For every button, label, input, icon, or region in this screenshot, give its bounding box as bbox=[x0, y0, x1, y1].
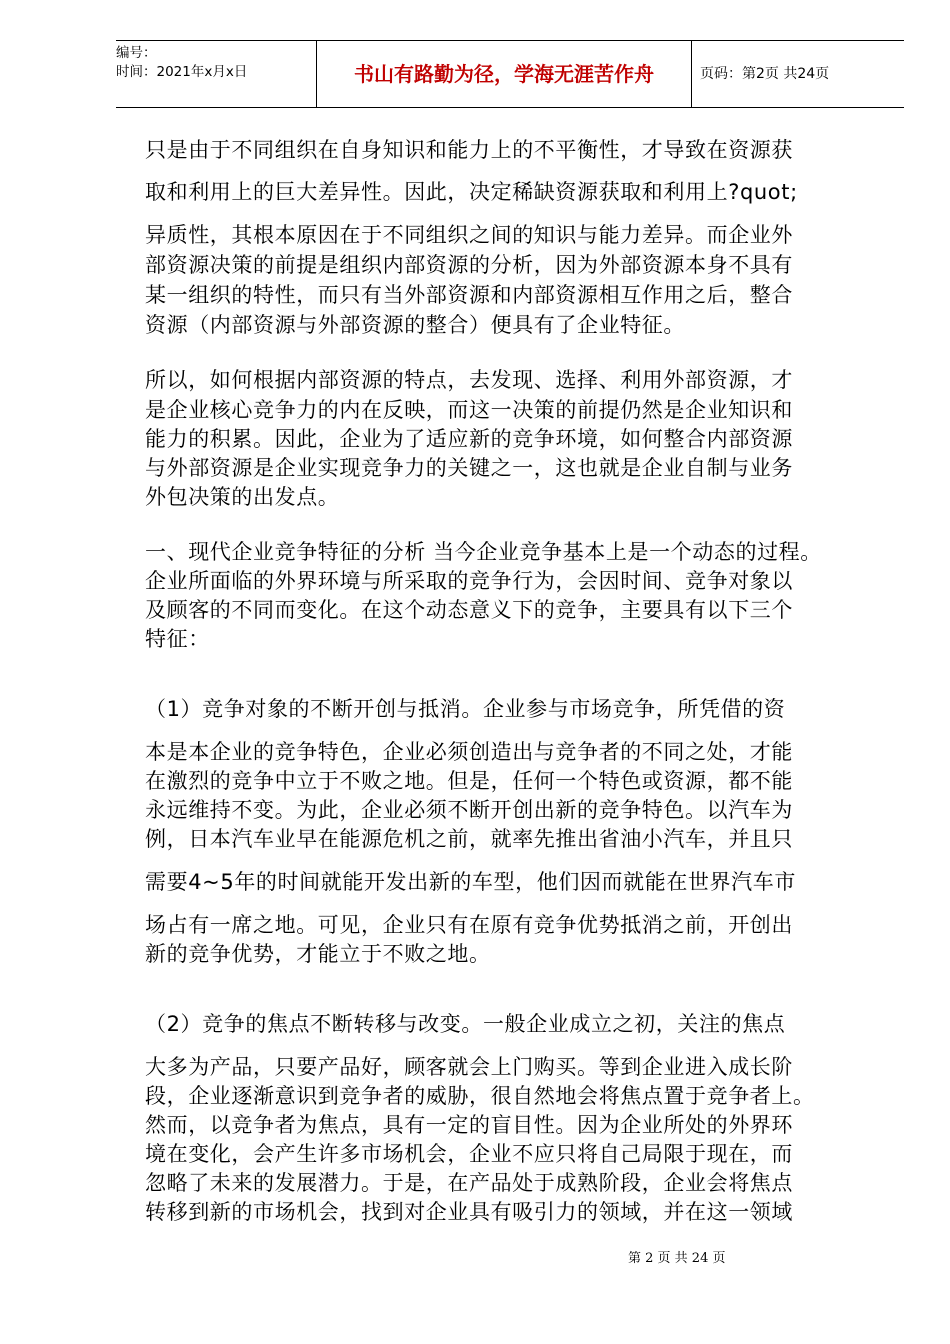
body-line: （1）竞争对象的不断开创与抵消。企业参与市场竞争，所凭借的资 bbox=[145, 697, 786, 721]
header-motto: 书山有路勤为径，学海无涯苦作舟 bbox=[316, 41, 692, 107]
body-line: 新的竞争优势，才能立于不败之地。 bbox=[145, 942, 491, 966]
body-line: 某一组织的特性，而只有当外部资源和内部资源相互作用之后，整合 bbox=[145, 283, 793, 307]
page-header bbox=[116, 40, 904, 108]
body-line: 取和利用上的巨大差异性。因此，决定稀缺资源获取和利用上?quot; bbox=[145, 180, 798, 204]
header-page-number: 页码：第2页 共24页 bbox=[700, 66, 830, 82]
body-line: 永远维持不变。为此，企业必须不断开创出新的竞争特色。以汽车为 bbox=[145, 798, 793, 822]
body-line: 例，日本汽车业早在能源危机之前，就率先推出省油小汽车，并且只 bbox=[145, 827, 793, 851]
body-line: 外包决策的出发点。 bbox=[145, 485, 340, 509]
body-line: 境在变化，会产生许多市场机会，企业不应只将自己局限于现在，而 bbox=[145, 1142, 793, 1166]
body-line: 能力的积累。因此，企业为了适应新的竞争环境，如何整合内部资源 bbox=[145, 427, 793, 451]
body-line: 转移到新的市场机会，找到对企业具有吸引力的领域，并在这一领域 bbox=[145, 1200, 793, 1224]
body-line: 及顾客的不同而变化。在这个动态意义下的竞争，主要具有以下三个 bbox=[145, 598, 793, 622]
body-line: 大多为产品，只要产品好，顾客就会上门购买。等到企业进入成长阶 bbox=[145, 1055, 793, 1079]
header-meta bbox=[116, 41, 316, 110]
body-line: （2）竞争的焦点不断转移与改变。一般企业成立之初，关注的焦点 bbox=[145, 1012, 786, 1036]
body-line: 是企业核心竞争力的内在反映，而这一决策的前提仍然是企业知识和 bbox=[145, 398, 793, 422]
body-line: 然而，以竞争者为焦点，具有一定的盲目性。因为企业所处的外界环 bbox=[145, 1113, 793, 1137]
body-line: 一、现代企业竞争特征的分析 当今企业竞争基本上是一个动态的过程。 bbox=[145, 540, 822, 564]
body-line: 特征： bbox=[145, 627, 210, 651]
body-line: 异质性，其根本原因在于不同组织之间的知识与能力差异。而企业外 bbox=[145, 223, 793, 247]
document-time-label: 时间：2021年x月x日 bbox=[116, 64, 248, 80]
body-line: 需要4~5年的时间就能开发出新的车型，他们因而就能在世界汽车市 bbox=[145, 870, 796, 894]
body-line: 与外部资源是企业实现竞争力的关键之一，这也就是企业自制与业务 bbox=[145, 456, 793, 480]
body-line: 部资源决策的前提是组织内部资源的分析，因为外部资源本身不具有 bbox=[145, 253, 793, 277]
body-line: 忽略了未来的发展潜力。于是，在产品处于成熟阶段，企业会将焦点 bbox=[145, 1171, 793, 1195]
body-line: 段，企业逐渐意识到竞争者的威胁，很自然地会将焦点置于竞争者上。 bbox=[145, 1084, 815, 1108]
body-line: 所以，如何根据内部资源的特点，去发现、选择、利用外部资源，才 bbox=[145, 368, 793, 392]
body-line: 在激烈的竞争中立于不败之地。但是，任何一个特色或资源，都不能 bbox=[145, 769, 793, 793]
body-line: 只是由于不同组织在自身知识和能力上的不平衡性，才导致在资源获 bbox=[145, 138, 793, 162]
body-line: 场占有一席之地。可见，企业只有在原有竞争优势抵消之前，开创出 bbox=[145, 913, 793, 937]
body-line: 资源（内部资源与外部资源的整合）便具有了企业特征。 bbox=[145, 313, 685, 337]
document-code-label: 编号： bbox=[116, 45, 157, 61]
page-footer: 第 2 页 共 24 页 bbox=[628, 1251, 726, 1266]
body-line: 本是本企业的竞争特色，企业必须创造出与竞争者的不同之处，才能 bbox=[145, 740, 793, 764]
body-line: 企业所面临的外界环境与所采取的竞争行为，会因时间、竞争对象以 bbox=[145, 569, 793, 593]
